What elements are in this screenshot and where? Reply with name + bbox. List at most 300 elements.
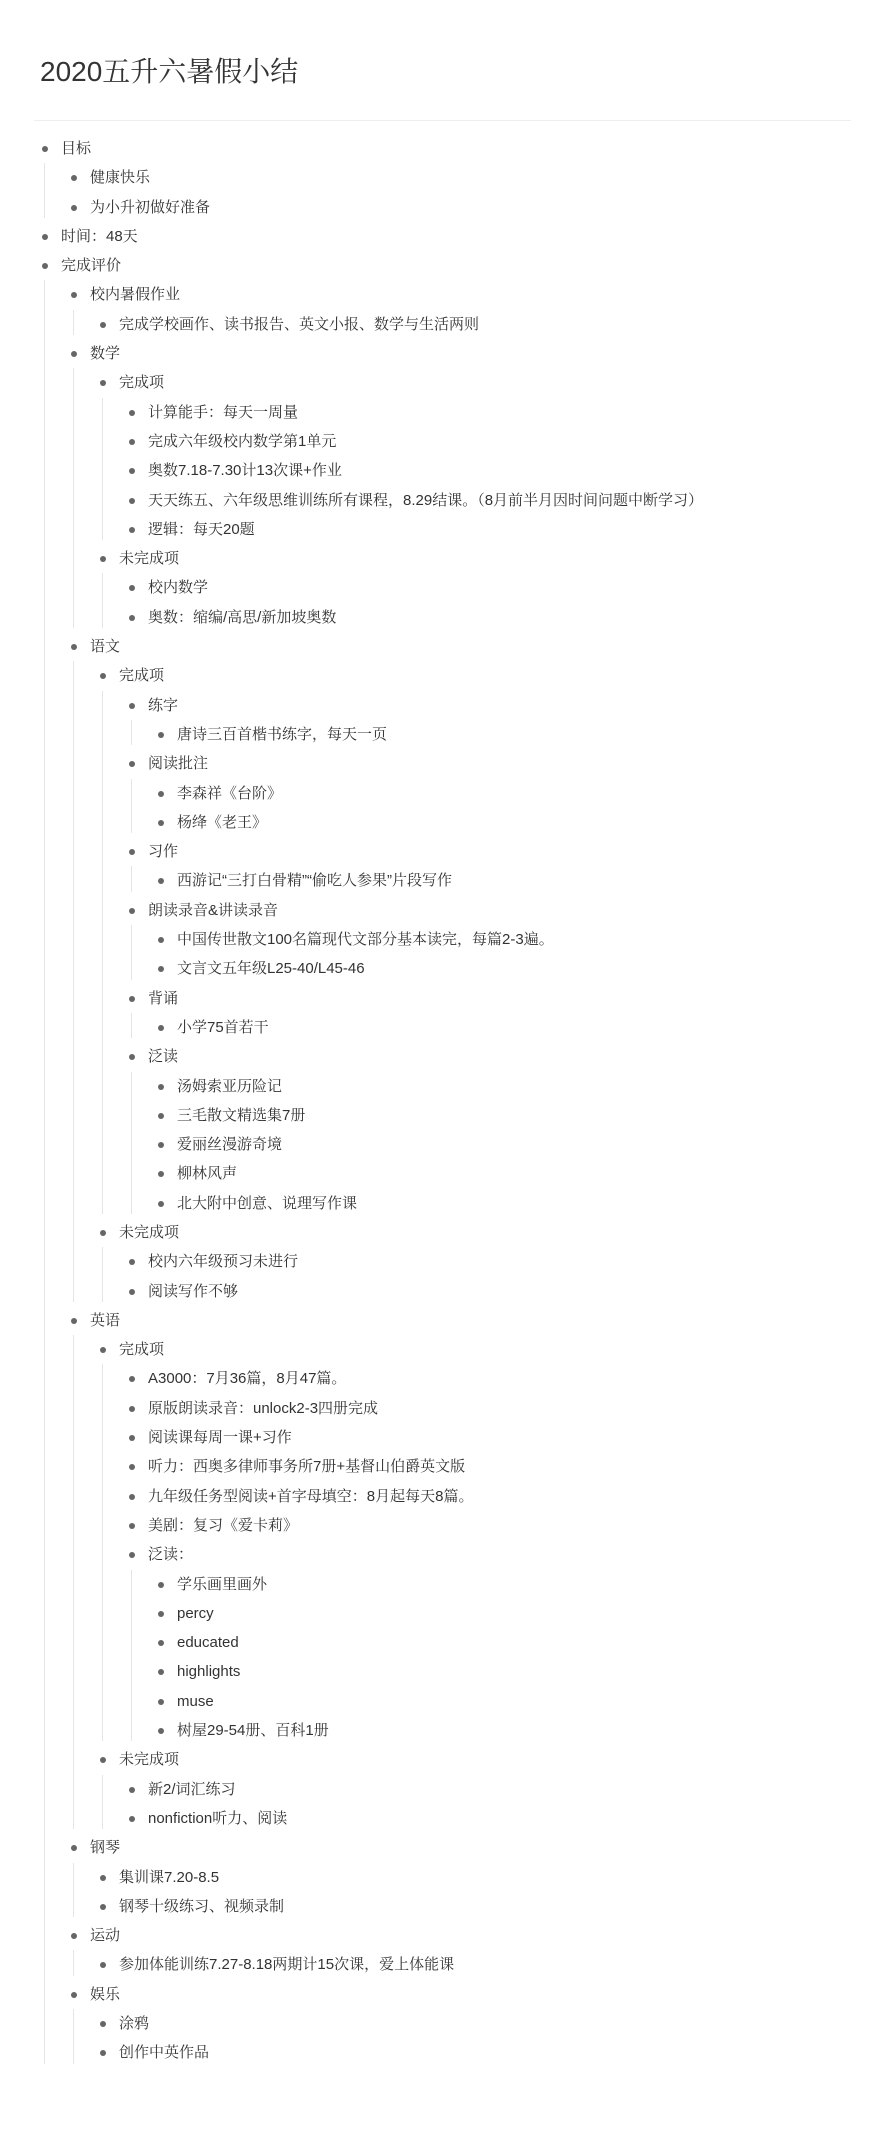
outline-item	[0, 925, 871, 954]
outline-item	[0, 1247, 871, 1276]
outline-item-text: 树屋29-54册、百科1册	[177, 1722, 329, 1740]
nested-list	[0, 720, 871, 749]
outline-item	[0, 1628, 871, 1657]
outline-item	[0, 1042, 871, 1218]
outline-item	[0, 984, 871, 1043]
outline-item-text: 泛读	[148, 1048, 179, 1066]
bullet-dot-icon[interactable]	[71, 175, 77, 181]
bullet-dot-icon[interactable]	[42, 263, 48, 269]
nested-list	[0, 1072, 871, 1218]
children-group	[0, 1570, 871, 1746]
bullet-dot-icon[interactable]	[129, 1406, 135, 1412]
outline-item	[0, 1482, 871, 1511]
bullet-dot-icon[interactable]	[129, 1289, 135, 1295]
nested-list	[0, 1013, 871, 1042]
outline-item-text: 目标	[61, 140, 92, 157]
outline-item	[0, 544, 871, 632]
outline-item-text: 创作中英作品	[119, 2044, 210, 2062]
outline-item	[0, 1394, 871, 1423]
outline-row	[0, 1921, 871, 1950]
nested-list	[0, 661, 871, 1306]
outline-item	[0, 2009, 871, 2038]
bullet-dot-icon[interactable]	[100, 1904, 106, 1910]
outline-item	[0, 691, 871, 750]
page-title: 2020五升六暑假小结	[40, 56, 299, 87]
outline-item-text: 柳林风声	[177, 1165, 238, 1183]
bullet-dot-icon[interactable]	[129, 1054, 135, 1060]
outline-item	[0, 1218, 871, 1306]
outline-item	[0, 837, 871, 896]
outline-row	[0, 1511, 871, 1540]
bullet-dot-icon[interactable]	[129, 908, 135, 914]
outline-item	[0, 1159, 871, 1188]
outline-item	[0, 1892, 871, 1921]
bullet-dot-icon[interactable]	[158, 1728, 164, 1734]
outline-row	[0, 222, 871, 251]
outline-row	[0, 2009, 871, 2038]
outline-row	[0, 1364, 871, 1393]
outline-item	[0, 515, 871, 544]
nested-list	[0, 1775, 871, 1834]
outline-row	[0, 398, 871, 427]
bullet-dot-icon[interactable]	[129, 761, 135, 767]
outline-row	[0, 1833, 871, 1862]
outline-item-text: 未完成项	[119, 550, 180, 568]
outline-row	[0, 486, 871, 515]
outline-row	[0, 1013, 871, 1042]
nested-list	[0, 1247, 871, 1306]
outline-item-text: percy	[177, 1604, 214, 1622]
outline-row	[0, 1159, 871, 1188]
outline-item-text: 校内数学	[148, 579, 209, 597]
outline-row	[0, 1335, 871, 1364]
outline-item-text: 英语	[90, 1311, 121, 1329]
bullet-dot-icon[interactable]	[100, 380, 106, 386]
bullet-dot-icon[interactable]	[129, 1435, 135, 1441]
outline-item-text: 小学75首若干	[177, 1018, 269, 1036]
outline-item	[0, 310, 871, 339]
bullet-dot-icon[interactable]	[100, 322, 106, 328]
children-group	[0, 720, 871, 749]
nested-list	[0, 368, 871, 632]
bullet-dot-icon[interactable]	[158, 1611, 164, 1617]
bullet-dot-icon[interactable]	[100, 1757, 106, 1763]
children-group	[0, 368, 871, 632]
outline-item-text: A3000：7月36篇，8月47篇。	[148, 1370, 347, 1388]
outline-item-text: 完成项	[119, 374, 165, 392]
outline-item	[0, 1775, 871, 1804]
outline-item-text: educated	[177, 1634, 239, 1652]
nested-list	[0, 280, 871, 2067]
outline-item-text: 李森祥《台阶》	[177, 784, 283, 802]
outline-item	[0, 193, 871, 222]
outline-row	[0, 515, 871, 544]
outline-item	[0, 1980, 871, 2068]
outline-row	[0, 310, 871, 339]
bullet-dot-icon[interactable]	[158, 1669, 164, 1675]
nested-list	[0, 310, 871, 339]
outline-item	[0, 1423, 871, 1452]
outline-item-text: 时间：48天	[61, 227, 138, 245]
bullet-dot-icon[interactable]	[158, 1084, 164, 1090]
outline-item-text: 完成项	[119, 1341, 165, 1359]
outline-row	[0, 193, 871, 222]
outline-row	[0, 691, 871, 720]
outline-item	[0, 1189, 871, 1218]
outline-item-text: 校内六年级预习未进行	[148, 1253, 299, 1271]
outline-item	[0, 866, 871, 895]
children-group	[0, 163, 871, 222]
children-group	[0, 1863, 871, 1922]
outline-item	[0, 163, 871, 192]
children-group	[0, 1364, 871, 1745]
bullet-dot-icon[interactable]	[129, 849, 135, 855]
outline-item-text: 听力：西奥多律师事务所7册+基督山伯爵英文版	[148, 1458, 466, 1476]
outline-row	[0, 1482, 871, 1511]
outline-item-text: 集训课7.20-8.5	[119, 1868, 220, 1886]
bullet-dot-icon[interactable]	[129, 1552, 135, 1558]
outline-item	[0, 1804, 871, 1833]
outline-item	[0, 222, 871, 251]
outline-row	[0, 749, 871, 778]
outline-item-text: 语文	[90, 638, 121, 656]
children-group	[0, 280, 871, 2067]
nested-list	[0, 866, 871, 895]
bullet-dot-icon[interactable]	[129, 1787, 135, 1793]
children-group	[0, 1247, 871, 1306]
outline-item-text: 练字	[148, 696, 179, 714]
outline-item-text: 数学	[90, 345, 121, 363]
outline-item	[0, 1657, 871, 1686]
outline-row	[0, 661, 871, 690]
outline-item	[0, 398, 871, 427]
outline-row	[0, 544, 871, 573]
outline-item	[0, 720, 871, 749]
outline-row	[0, 1072, 871, 1101]
outline-item-text: 健康快乐	[90, 169, 151, 187]
outline-row	[0, 2038, 871, 2067]
outline-item	[0, 1570, 871, 1599]
outline-item	[0, 1101, 871, 1130]
children-group	[0, 1072, 871, 1218]
bullet-dot-icon[interactable]	[129, 1376, 135, 1382]
outline-row	[0, 632, 871, 661]
outline-row	[0, 134, 871, 163]
bullet-dot-icon[interactable]	[158, 1142, 164, 1148]
outline-item-text: 朗读录音&讲读录音	[148, 901, 279, 919]
bullet-dot-icon[interactable]	[71, 1845, 77, 1851]
outline-item-text: 奥数：缩编/高思/新加坡奥数	[148, 608, 337, 626]
outline-item-text: 完成评价	[61, 257, 122, 275]
outline-row	[0, 1394, 871, 1423]
outline-item-text: 爱丽丝漫游奇境	[177, 1136, 283, 1154]
bullet-dot-icon[interactable]	[158, 1113, 164, 1119]
outline-row	[0, 954, 871, 983]
outline-item	[0, 1599, 871, 1628]
nested-list	[0, 398, 871, 544]
children-group	[0, 1335, 871, 1833]
outline-row	[0, 1892, 871, 1921]
outline-item	[0, 749, 871, 837]
children-group	[0, 691, 871, 1218]
nested-list	[0, 573, 871, 632]
outline-item-text: 未完成项	[119, 1223, 180, 1241]
bullet-dot-icon[interactable]	[129, 527, 135, 533]
outline-row	[0, 1452, 871, 1481]
bullet-dot-icon[interactable]	[71, 1933, 77, 1939]
outline-row	[0, 1218, 871, 1247]
bullet-dot-icon[interactable]	[129, 615, 135, 621]
outline-item-text: 汤姆索亚历险记	[177, 1077, 283, 1095]
outline-item	[0, 1364, 871, 1393]
nested-list	[0, 1335, 871, 1833]
children-group	[0, 661, 871, 1306]
bullet-dot-icon[interactable]	[129, 498, 135, 504]
outline-item-text: 未完成项	[119, 1751, 180, 1769]
outline-item	[0, 1921, 871, 1980]
bullet-dot-icon[interactable]	[100, 2050, 106, 2056]
outline-item	[0, 1013, 871, 1042]
outline-item-text: 完成项	[119, 667, 165, 685]
bullet-dot-icon[interactable]	[129, 996, 135, 1002]
outline-item-text: 奥数7.18-7.30计13次课+作业	[148, 462, 342, 480]
outline-row	[0, 339, 871, 368]
bullet-dot-icon[interactable]	[71, 644, 77, 650]
outline-row	[0, 573, 871, 602]
outline-item	[0, 427, 871, 456]
outline-row	[0, 280, 871, 309]
bullet-dot-icon[interactable]	[158, 966, 164, 972]
bullet-dot-icon[interactable]	[129, 439, 135, 445]
bullet-dot-icon[interactable]	[42, 146, 48, 152]
bullet-dot-icon[interactable]	[158, 820, 164, 826]
outline-row	[0, 984, 871, 1013]
outline-item	[0, 1687, 871, 1716]
outline-item-text: 计算能手：每天一周量	[148, 403, 299, 421]
outline-item	[0, 1833, 871, 1921]
outline-item	[0, 1130, 871, 1159]
outline-item-text: 参加体能训练7.27-8.18两期计15次课，爱上体能课	[119, 1956, 455, 1974]
children-group	[0, 398, 871, 544]
bullet-dot-icon[interactable]	[129, 468, 135, 474]
outline-item-text: muse	[177, 1692, 214, 1710]
bullet-dot-icon[interactable]	[158, 1640, 164, 1646]
outline-row	[0, 1570, 871, 1599]
bullet-dot-icon[interactable]	[71, 292, 77, 298]
outline-item	[0, 1511, 871, 1540]
outline-item-text: 逻辑：每天20题	[148, 520, 255, 538]
bullet-dot-icon[interactable]	[71, 205, 77, 211]
outline-item-text: 完成学校画作、读书报告、英文小报、数学与生活两则	[119, 315, 480, 333]
bullet-dot-icon[interactable]	[100, 1962, 106, 1968]
outline-item-text: 原版朗读录音：unlock2-3四册完成	[148, 1399, 379, 1417]
children-group	[0, 925, 871, 984]
outline-item	[0, 1716, 871, 1745]
outline-row	[0, 779, 871, 808]
children-group	[0, 573, 871, 632]
outline-item	[0, 954, 871, 983]
outline-item-text: 学乐画里画外	[177, 1575, 268, 1593]
children-group	[0, 779, 871, 838]
outline-row	[0, 1657, 871, 1686]
outline-row	[0, 1716, 871, 1745]
outline-row	[0, 1101, 871, 1130]
outline-item-text: 杨绛《老王》	[177, 813, 268, 831]
outline-item-text: 钢琴	[90, 1839, 121, 1857]
bullet-dot-icon[interactable]	[158, 878, 164, 884]
outline-item	[0, 1745, 871, 1833]
outline-item-text: 九年级任务型阅读+首字母填空：8月起每天8篇。	[148, 1487, 474, 1505]
bullet-dot-icon[interactable]	[71, 351, 77, 357]
outline-item	[0, 1863, 871, 1892]
bullet-dot-icon[interactable]	[158, 1582, 164, 1588]
outline-row	[0, 925, 871, 954]
outline-item-text: 西游记“三打白骨精”“偷吃人参果”片段写作	[177, 872, 452, 890]
nested-list	[0, 779, 871, 838]
outline-item-text: 阅读写作不够	[148, 1282, 239, 1300]
outline-item	[0, 486, 871, 515]
outline-item-text: 泛读：	[148, 1546, 194, 1564]
outline-row	[0, 1423, 871, 1452]
outline-row	[0, 456, 871, 485]
outline-item	[0, 368, 871, 544]
outline-row	[0, 427, 871, 456]
outline-row	[0, 1628, 871, 1657]
outline-item-text: 阅读课每周一课+习作	[148, 1429, 292, 1447]
outline-row	[0, 1042, 871, 1071]
bullet-dot-icon[interactable]	[158, 1201, 164, 1207]
bullet-dot-icon[interactable]	[42, 234, 48, 240]
bullet-dot-icon[interactable]	[100, 1875, 106, 1881]
outline-row	[0, 1189, 871, 1218]
nested-list	[0, 163, 871, 222]
outline-item	[0, 1306, 871, 1833]
bullet-dot-icon[interactable]	[129, 1494, 135, 1500]
bullet-dot-icon[interactable]	[129, 410, 135, 416]
outline-item-text: 中国传世散文100名篇现代文部分基本读完，每篇2-3遍。	[177, 931, 554, 949]
nested-list	[0, 691, 871, 1218]
children-group	[0, 1950, 871, 1979]
bullet-dot-icon[interactable]	[100, 556, 106, 562]
outline-item	[0, 1950, 871, 1979]
outline-item-text: 北大附中创意、说理写作课	[177, 1194, 358, 1212]
outline-item-text: 习作	[148, 843, 179, 861]
bullet-dot-icon[interactable]	[100, 1347, 106, 1353]
outline-item-text: 涂鸦	[119, 2015, 150, 2032]
outline-item	[0, 251, 871, 2067]
outline-item-text: 校内暑假作业	[90, 286, 181, 304]
outline-item-text: 娱乐	[90, 1985, 121, 2003]
outline-item	[0, 2038, 871, 2067]
bullet-dot-icon[interactable]	[158, 937, 164, 943]
outline-row	[0, 251, 871, 280]
outline-item	[0, 456, 871, 485]
outline-item	[0, 1452, 871, 1481]
outline-item-text: 文言文五年级L25-40/L45-46	[177, 960, 365, 978]
bullet-dot-icon[interactable]	[100, 1230, 106, 1236]
outline-row	[0, 896, 871, 925]
bullet-dot-icon[interactable]	[158, 1699, 164, 1705]
outline-row	[0, 720, 871, 749]
outline-item-text: 新2/词汇练习	[148, 1780, 236, 1798]
outline-item-text: 完成六年级校内数学第1单元	[148, 432, 337, 450]
outline-item-text: 天天练五、六年级思维训练所有课程，8.29结课。（8月前半月因时间问题中断学习）	[148, 491, 704, 509]
bullet-dot-icon[interactable]	[158, 1025, 164, 1031]
outline-item-text: highlights	[177, 1663, 241, 1681]
bullet-dot-icon[interactable]	[129, 1816, 135, 1822]
outline-row	[0, 1130, 871, 1159]
bullet-dot-icon[interactable]	[129, 703, 135, 709]
outline-item-text: 美剧：复习《爱卡莉》	[148, 1516, 299, 1534]
outline-row	[0, 1980, 871, 2009]
bullet-dot-icon[interactable]	[71, 1992, 77, 1998]
nested-list	[0, 925, 871, 984]
outline-item	[0, 1335, 871, 1745]
outline-item-text: 唐诗三百首楷书练字，每天一页	[177, 725, 388, 743]
outline-item	[0, 280, 871, 339]
outline-item	[0, 632, 871, 1306]
outline-row	[0, 368, 871, 397]
children-group	[0, 2009, 871, 2068]
outline-item	[0, 779, 871, 808]
outline-row	[0, 866, 871, 895]
outline-item	[0, 339, 871, 632]
bullet-dot-icon[interactable]	[129, 1259, 135, 1265]
nested-list	[0, 1950, 871, 1979]
bullet-dot-icon[interactable]	[129, 585, 135, 591]
outline-row	[0, 1950, 871, 1979]
outline-row	[0, 1804, 871, 1833]
bullet-dot-icon[interactable]	[158, 1171, 164, 1177]
bullet-dot-icon[interactable]	[158, 791, 164, 797]
outline-row	[0, 837, 871, 866]
bullet-dot-icon[interactable]	[129, 1464, 135, 1470]
outline-item-text: 阅读批注	[148, 755, 209, 773]
outline-item-text: 背诵	[148, 989, 179, 1007]
children-group	[0, 866, 871, 895]
bullet-dot-icon[interactable]	[71, 1318, 77, 1324]
outline-item-text: 三毛散文精选集7册	[177, 1106, 306, 1124]
bullet-dot-icon[interactable]	[129, 1523, 135, 1529]
outline-row	[0, 1863, 871, 1892]
bullet-dot-icon[interactable]	[100, 673, 106, 679]
outline-row	[0, 808, 871, 837]
outline-row	[0, 1540, 871, 1569]
outline-item	[0, 808, 871, 837]
outline-item	[0, 1540, 871, 1745]
children-group	[0, 1775, 871, 1834]
children-group	[0, 310, 871, 339]
outline-row	[0, 1687, 871, 1716]
outline-row	[0, 1247, 871, 1276]
outline-row	[0, 1277, 871, 1306]
outline-row	[0, 1306, 871, 1335]
outline-item-text: 运动	[90, 1927, 121, 1945]
bullet-dot-icon[interactable]	[158, 732, 164, 738]
outline-list	[0, 134, 871, 2068]
outline-item	[0, 134, 871, 222]
outline-item-text: nonfiction听力、阅读	[148, 1809, 288, 1827]
title-divider	[34, 120, 851, 121]
nested-list	[0, 2009, 871, 2068]
outline-row	[0, 603, 871, 632]
nested-list	[0, 1570, 871, 1746]
outline-item	[0, 1072, 871, 1101]
outline-item	[0, 603, 871, 632]
bullet-dot-icon[interactable]	[100, 2021, 106, 2027]
outline-item-text: 为小升初做好准备	[90, 198, 211, 216]
outline-item	[0, 573, 871, 602]
